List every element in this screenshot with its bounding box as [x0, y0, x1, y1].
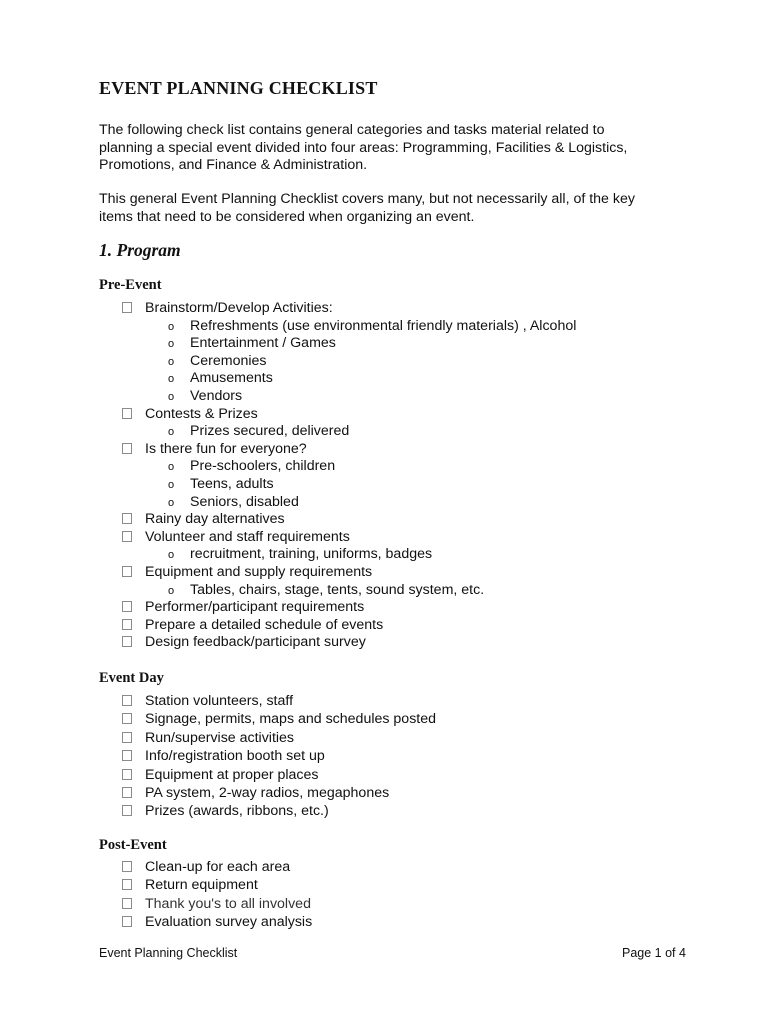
checklist-item-text: Equipment and supply requirements: [145, 564, 373, 580]
checklist-subitem: [168, 493, 299, 511]
checklist-item: [122, 692, 293, 710]
section-heading-program: 1. Program: [99, 240, 181, 260]
checklist-item-text: Seniors, disabled: [190, 493, 299, 510]
bullet-icon: o: [168, 496, 175, 509]
checklist-item-text: Prizes secured, delivered: [190, 423, 350, 440]
checklist-item-text: Performer/participant requirements: [145, 599, 365, 616]
checklist-item-text: Brainstorm/Develop Activities:: [145, 300, 333, 316]
checklist-item: [122, 633, 366, 651]
post-event-heading: Post-Event: [99, 837, 167, 853]
checklist-subitem: [168, 457, 335, 475]
checklist-item-text: Contests & Prizes: [145, 405, 258, 422]
checklist-item-text: recruitment, training, uniforms, badges: [190, 546, 433, 563]
checkbox-icon[interactable]: [122, 513, 132, 524]
bullet-icon: o: [168, 373, 175, 386]
checklist-item: [122, 802, 329, 820]
bullet-icon: o: [168, 426, 175, 439]
document-title: EVENT PLANNING CHECKLIST: [99, 78, 378, 98]
coverage-paragraph: [99, 191, 699, 226]
checklist-item: [122, 913, 312, 931]
bullet-icon: o: [168, 584, 175, 597]
checklist-item-text: Equipment at proper places: [145, 766, 319, 783]
checklist-item: [122, 784, 389, 802]
checkbox-icon[interactable]: [122, 769, 132, 780]
checklist-subitem: [168, 369, 273, 387]
checklist-item: [122, 563, 372, 581]
coverage-line: This general Event Planning Checklist covers many, but not necessarily all, of the key: [99, 191, 635, 207]
checklist-item: [122, 729, 294, 747]
checklist-item-text: Run/supervise activities: [145, 729, 295, 746]
bullet-icon: o: [168, 461, 175, 474]
checklist-item: [122, 510, 285, 528]
checklist-item: [122, 876, 258, 894]
checkbox-icon[interactable]: [122, 566, 132, 577]
bullet-icon: o: [168, 355, 175, 368]
checkbox-icon[interactable]: [122, 879, 132, 890]
checkbox-icon[interactable]: [122, 531, 132, 542]
checklist-item-text: Info/registration booth set up: [145, 748, 325, 765]
checkbox-icon[interactable]: [122, 601, 132, 612]
checklist-item: [122, 895, 311, 913]
bullet-icon: o: [168, 338, 175, 351]
checklist-subitem: [168, 387, 242, 405]
checkbox-icon[interactable]: [122, 861, 132, 872]
checklist-subitem: [168, 352, 267, 370]
bullet-icon: o: [168, 549, 175, 562]
checklist-item-text: Refreshments (use environmental friendly materials) , Alcohol: [190, 317, 577, 334]
checklist-subitem: [168, 475, 274, 493]
checklist-item-text: Evaluation survey analysis: [145, 914, 313, 931]
intro-line: Promotions, and Finance & Administration.: [99, 157, 368, 173]
footer-title: Event Planning Checklist: [99, 946, 238, 960]
checklist-item-text: Signage, permits, maps and schedules posted: [145, 711, 437, 728]
checklist-item-text: Rainy day alternatives: [145, 511, 285, 528]
coverage-line: items that need to be considered when organizing an event.: [99, 208, 475, 225]
intro-line: The following check list contains general categories and tasks material related to: [99, 122, 605, 138]
checklist-item: [122, 747, 325, 765]
checklist-item-text: Clean-up for each area: [145, 859, 291, 875]
checklist-item-text: Thank you's to all involved: [145, 895, 311, 912]
checkbox-icon[interactable]: [122, 750, 132, 761]
checkbox-icon[interactable]: [122, 732, 132, 743]
checklist-item-text: Ceremonies: [190, 352, 267, 369]
checklist-item-text: Prizes (awards, ribbons, etc.): [145, 803, 329, 820]
checkbox-icon[interactable]: [122, 695, 132, 706]
checklist-item: [122, 710, 436, 728]
checklist-item-text: Pre-schoolers, children: [190, 458, 336, 475]
checklist-item-text: Tables, chairs, stage, tents, sound system, etc.: [190, 581, 485, 598]
checklist-item-text: Volunteer and staff requirements: [145, 528, 350, 545]
checkbox-icon[interactable]: [122, 408, 132, 419]
intro-paragraph: [99, 122, 699, 175]
checklist-item: [122, 528, 350, 546]
checklist-item-text: Return equipment: [145, 877, 258, 894]
checklist-item-text: Is there fun for everyone?: [145, 440, 307, 457]
checklist-item: [122, 598, 364, 616]
checklist-subitem: [168, 422, 349, 440]
checklist-item: [122, 405, 258, 423]
checkbox-icon[interactable]: [122, 302, 132, 313]
checklist-item: [122, 299, 333, 317]
checklist-item-text: Entertainment / Games: [190, 335, 336, 352]
checklist-item-text: Station volunteers, staff: [145, 693, 294, 709]
footer-page-number: Page 1 of 4: [622, 946, 686, 960]
checklist-subitem: [168, 334, 336, 352]
bullet-icon: o: [168, 391, 175, 403]
checklist-item-text: Design feedback/participant survey: [145, 634, 366, 651]
checklist-item: [122, 858, 290, 876]
checkbox-icon[interactable]: [122, 787, 132, 798]
bullet-icon: o: [168, 320, 175, 333]
pre-event-heading: Pre-Event: [99, 277, 162, 293]
checklist-subitem: [168, 317, 576, 335]
checklist-subitem: [168, 581, 484, 599]
checkbox-icon[interactable]: [122, 619, 132, 630]
checklist-item-text: Teens, adults: [190, 476, 274, 492]
checkbox-icon[interactable]: [122, 916, 132, 927]
bullet-icon: o: [168, 479, 175, 491]
checklist-item: [122, 616, 383, 634]
event-day-heading: Event Day: [99, 670, 164, 686]
checkbox-icon[interactable]: [122, 636, 132, 647]
intro-line: planning a special event divided into four areas: Programming, Facilities & Logistics,: [99, 139, 628, 156]
checkbox-icon[interactable]: [122, 898, 132, 909]
checklist-subitem: [168, 545, 432, 563]
checklist-item-text: Vendors: [190, 388, 243, 404]
checklist-item-text: Amusements: [190, 370, 273, 387]
checkbox-icon[interactable]: [122, 805, 132, 816]
checkbox-icon[interactable]: [122, 713, 132, 724]
checklist-item-text: PA system, 2-way radios, megaphones: [145, 785, 390, 801]
checklist-item: [122, 440, 307, 458]
checkbox-icon[interactable]: [122, 443, 132, 454]
checklist-item: [122, 766, 319, 784]
checklist-item-text: Prepare a detailed schedule of events: [145, 616, 384, 633]
